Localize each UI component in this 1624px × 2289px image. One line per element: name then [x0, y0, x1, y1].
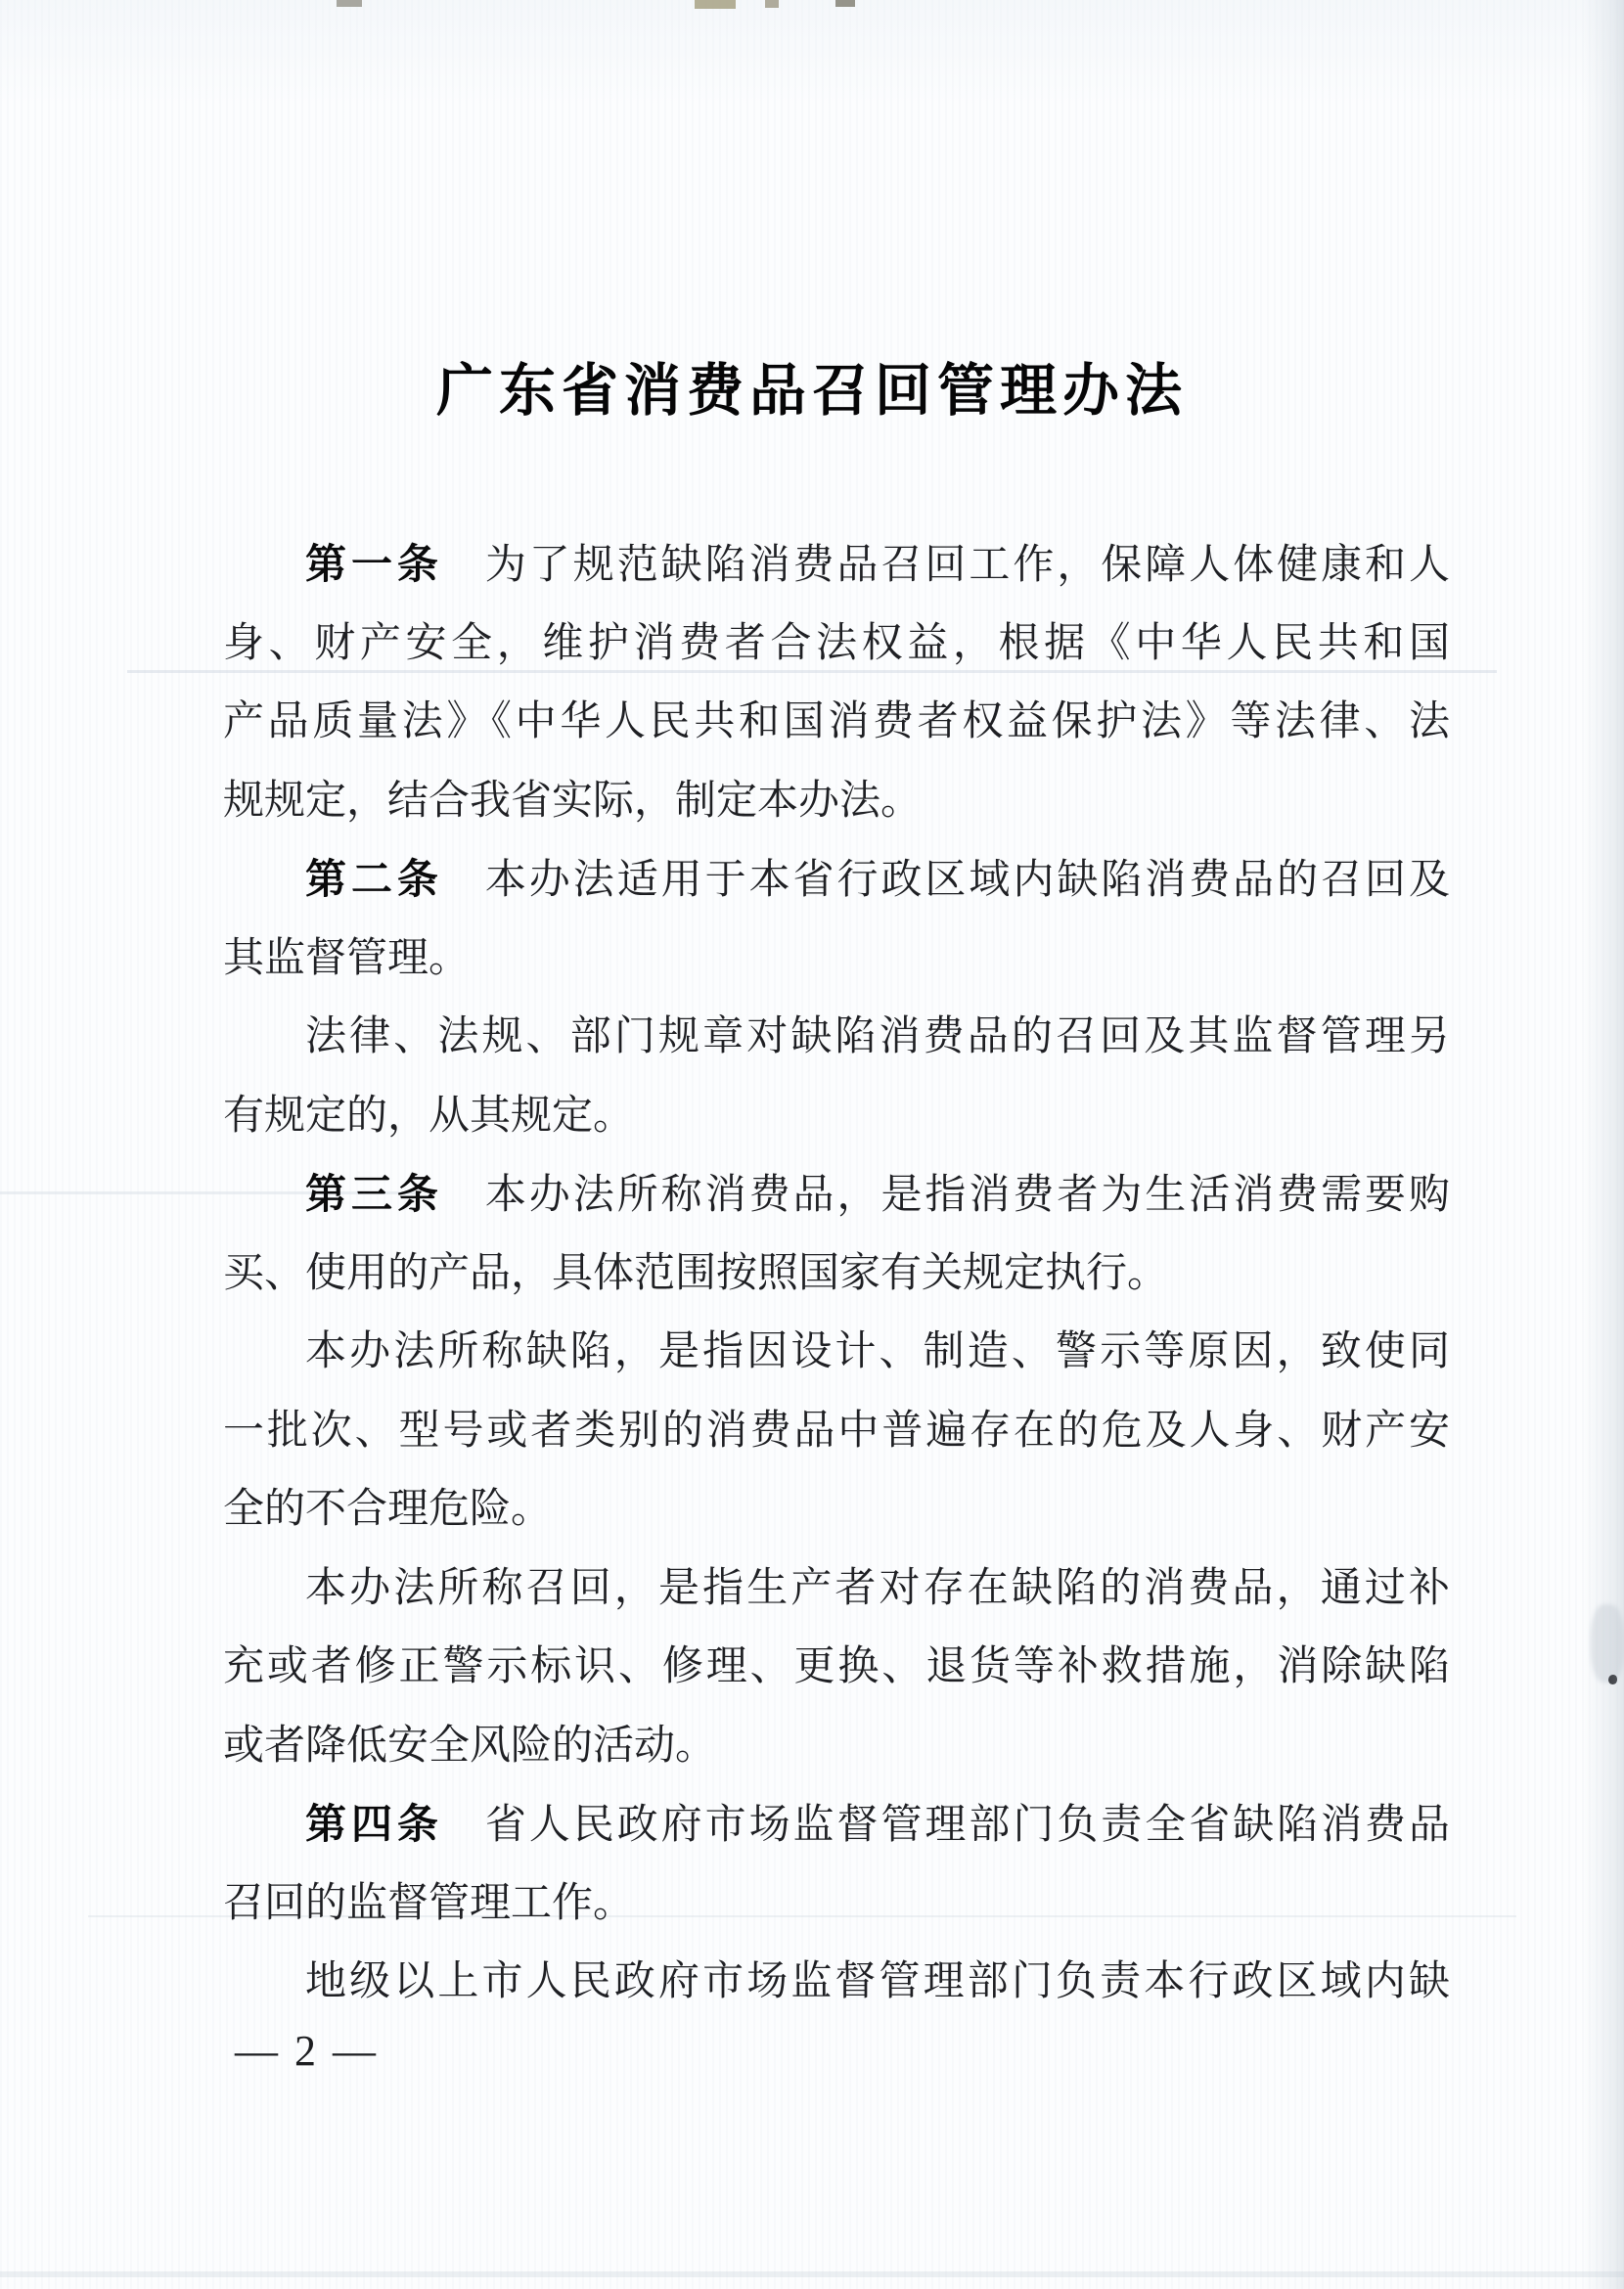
line-text: 充或者修正警示标识、修理、更换、退货等补救措施，消除缺陷: [223, 1644, 1450, 1689]
line-text: 召回的监督管理工作。: [223, 1880, 635, 1926]
document-line: [223, 683, 1450, 762]
document-line: [223, 525, 1450, 605]
document-line: [223, 1864, 1450, 1944]
line-text: 一批次、型号或者类别的消费品中普遍存在的危及人身、财产安: [223, 1408, 1450, 1454]
document-line: [223, 998, 1450, 1077]
document-line: [223, 1313, 1450, 1392]
document-line: [223, 1470, 1450, 1549]
line-text: 其监督管理。: [223, 935, 471, 981]
line-text: 本办法所称缺陷，是指因设计、制造、警示等原因，致使同: [305, 1329, 1450, 1374]
line-text: 法律、法规、部门规章对缺陷消费品的召回及其监督管理另: [305, 1014, 1450, 1059]
line-text: 全的不合理危险。: [223, 1487, 553, 1532]
document-line: [223, 1628, 1450, 1707]
scan-artifact-top-mark: [695, 0, 736, 9]
document-line: [223, 1785, 1450, 1864]
article-number: 第二条: [305, 856, 443, 902]
scan-artifact-top-mark: [337, 0, 362, 7]
line-text: 本办法所称召回，是指生产者对存在缺陷的消费品，通过补: [305, 1565, 1450, 1611]
article-gap: [443, 577, 482, 578]
line-text: 规规定，结合我省实际，制定本办法。: [223, 778, 923, 824]
scan-artifact-top-mark: [765, 0, 779, 8]
line-text: 有规定的，从其规定。: [223, 1093, 635, 1139]
line-text: 本办法适用于本省行政区域内缺陷消费品的召回及: [481, 858, 1450, 903]
line-text: 为了规范缺陷消费品召回工作，保障人体健康和人: [481, 543, 1450, 588]
document-body: [223, 525, 1450, 2022]
document-title: 广东省消费品召回管理办法: [435, 359, 1188, 423]
page-number: — 2 —: [235, 2027, 379, 2075]
line-text: 本办法所称消费品，是指消费者为生活消费需要购: [481, 1173, 1450, 1218]
line-text: 省人民政府市场监督管理部门负责全省缺陷消费品: [481, 1803, 1450, 1848]
document-line: [223, 1943, 1450, 2022]
article-gap: [443, 892, 482, 893]
line-text: 买、使用的产品，具体范围按照国家有关规定执行。: [223, 1250, 1169, 1296]
page-right-edge-shadow: [1583, 0, 1624, 2289]
article-gap: [443, 1837, 482, 1838]
scan-artifact-streak: [0, 2271, 1624, 2277]
article-number: 第四条: [305, 1801, 443, 1847]
line-text: 身、财产安全，维护消费者合法权益，根据《中华人民共和国: [223, 620, 1450, 666]
line-text: 产品质量法》《中华人民共和国消费者权益保护法》等法律、法: [223, 699, 1450, 744]
article-gap: [443, 1207, 482, 1208]
document-line: [223, 1234, 1450, 1314]
article-number: 第一条: [305, 541, 443, 587]
document-line: [223, 840, 1450, 920]
document-line: [223, 605, 1450, 684]
document-line: [223, 762, 1450, 841]
article-number: 第三条: [305, 1171, 443, 1217]
document-line: [223, 920, 1450, 999]
document-line: [223, 1077, 1450, 1156]
document-line: [223, 1392, 1450, 1471]
scan-artifact-top-mark: [835, 0, 855, 7]
document-line: [223, 1155, 1450, 1234]
document-line: [223, 1707, 1450, 1786]
line-text: 地级以上市人民政府市场监督管理部门负责本行政区域内缺: [305, 1959, 1450, 2004]
line-text: 或者降低安全风险的活动。: [223, 1723, 717, 1769]
document-line: [223, 1549, 1450, 1629]
